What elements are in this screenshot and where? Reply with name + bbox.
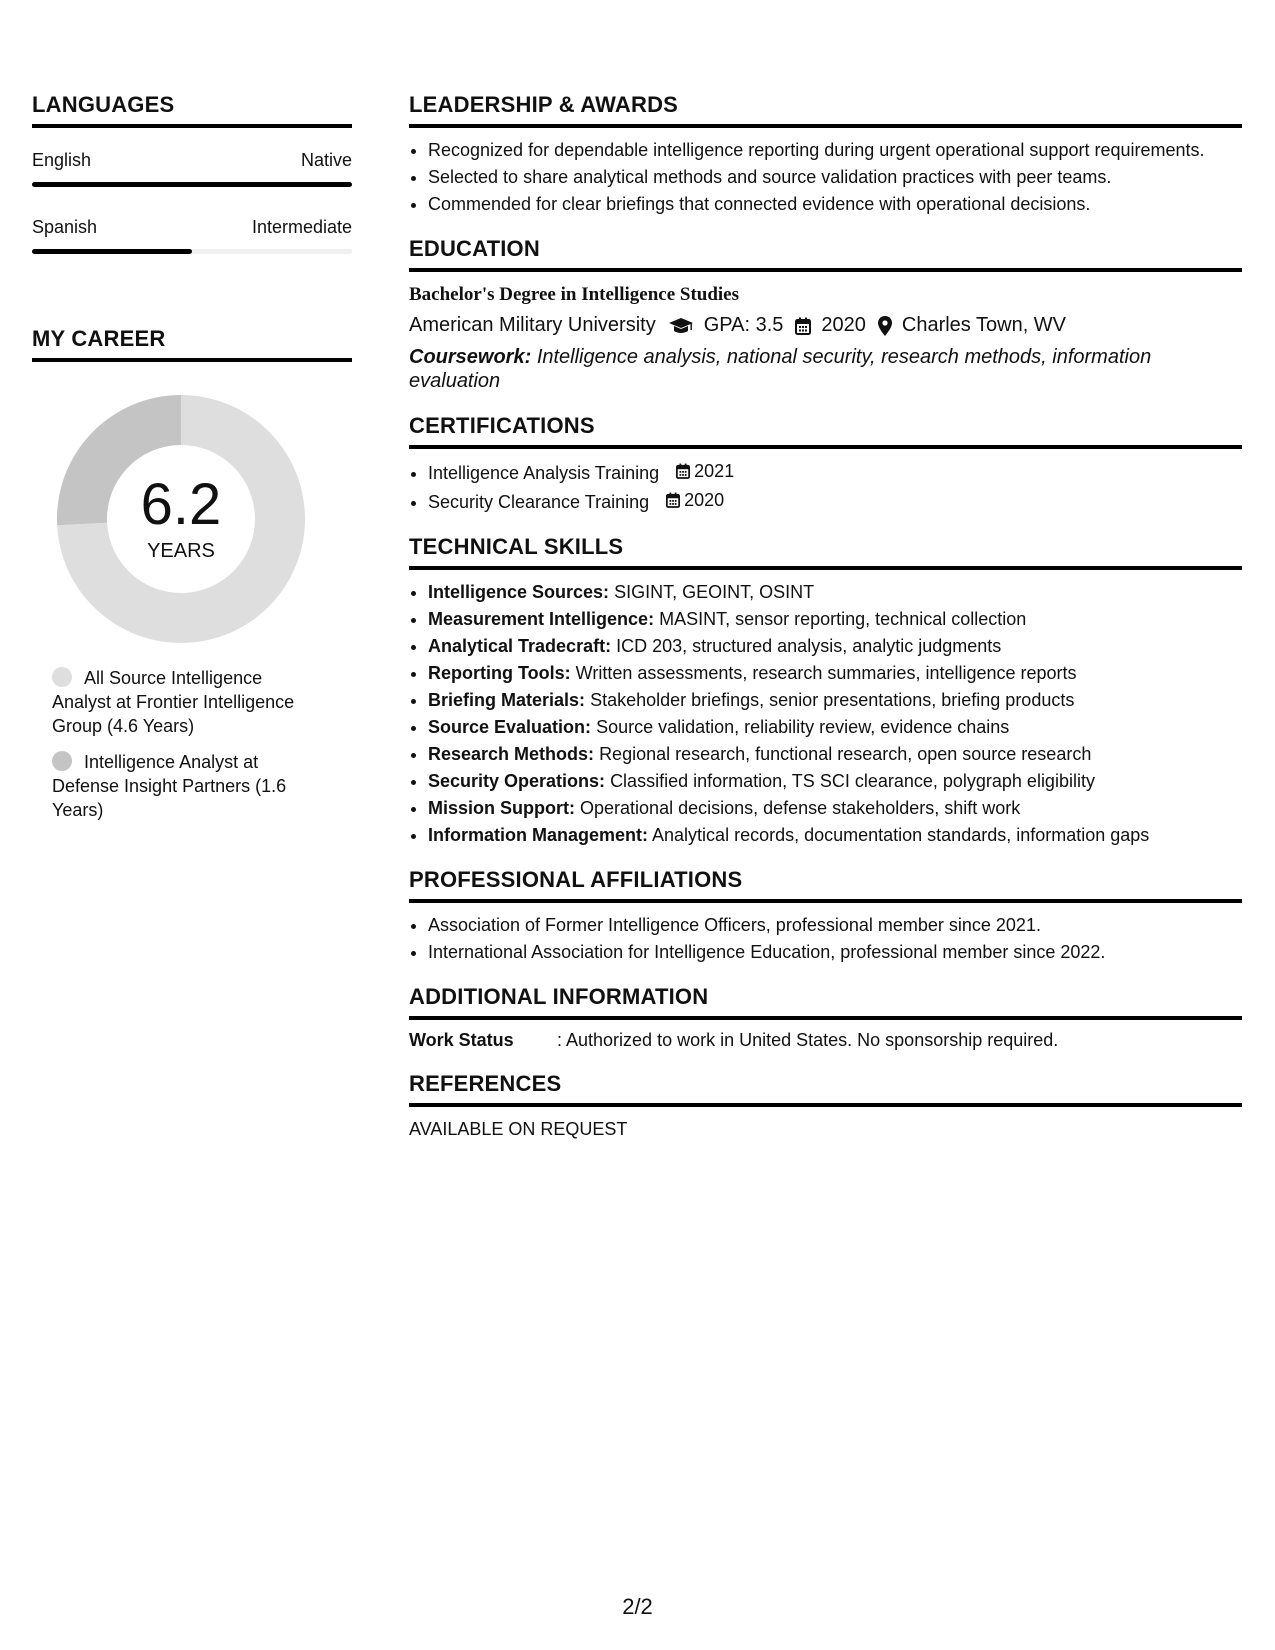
skill-label: Reporting Tools: [428, 663, 571, 683]
language-name: Spanish [32, 217, 98, 237]
skill-item [428, 607, 1242, 631]
affiliation-item: • Association of Former Intelligence Officers, professional member since 2021. [428, 913, 1242, 937]
certification-item [428, 459, 1242, 485]
skill-item [428, 688, 1242, 712]
career-legend-item [52, 750, 322, 822]
leadership-item: • Selected to share analytical methods and source validation practices with peer teams. [428, 165, 1242, 189]
skill-item [428, 769, 1242, 793]
work-status-key: Work Status [409, 1030, 514, 1050]
skill-item [428, 715, 1242, 739]
work-status-value: : Authorized to work in United States. No sponsorship required. [557, 1030, 1059, 1050]
right-column [409, 92, 1242, 1160]
additional-heading: ADDITIONAL INFORMATION [409, 984, 1242, 1020]
skill-value: Analytical records, documentation standards, information gaps [652, 825, 1150, 845]
education-school: American Military University [409, 314, 656, 336]
calendar-icon [795, 317, 811, 335]
skill-label: Mission Support: [428, 798, 575, 818]
skill-item [428, 742, 1242, 766]
skill-value: Regional research, functional research, open source research [599, 744, 1092, 764]
page-number: 2/2 [622, 1594, 653, 1619]
skill-value: Source validation, reliability review, evidence chains [596, 717, 1010, 737]
leadership-item: • Recognized for dependable intelligence reporting during urgent operational support requirements. [428, 138, 1242, 162]
references-section [409, 1071, 1242, 1140]
career-legend-item [52, 666, 322, 738]
skill-label: Intelligence Sources: [428, 582, 610, 602]
language-item [32, 150, 352, 187]
career-heading: MY CAREER [32, 326, 352, 362]
language-proficiency-fill [32, 182, 352, 187]
skill-item [428, 634, 1242, 658]
skill-label: Measurement Intelligence: [428, 609, 655, 629]
language-item [32, 217, 352, 254]
skill-value: SIGINT, GEOINT, OSINT [614, 582, 815, 602]
education-coursework [409, 345, 1242, 393]
calendar-icon [676, 463, 690, 479]
calendar-icon [666, 492, 680, 508]
language-level: Intermediate [251, 217, 352, 237]
skill-item [428, 823, 1242, 847]
skill-value: MASINT, sensor reporting, technical collection [659, 609, 1027, 629]
education-year: 2020 [821, 314, 866, 336]
certification-item [428, 488, 1242, 514]
language-level: Native [300, 150, 352, 170]
left-column [32, 92, 352, 834]
work-status-row [409, 1030, 1242, 1051]
legend-dot-icon [52, 751, 72, 771]
skill-label: Information Management: [428, 825, 649, 845]
coursework-text: Intelligence analysis, national security, research methods, information evaluation [409, 346, 1152, 392]
language-proficiency-bar [32, 249, 352, 254]
skill-value: ICD 203, structured analysis, analytic judgments [616, 636, 1002, 656]
skill-item [428, 580, 1242, 604]
leadership-item: • Commended for clear briefings that connected evidence with operational decisions. [428, 192, 1242, 216]
references-text: AVAILABLE ON REQUEST [409, 1119, 628, 1139]
education-degree: Bachelor's Degree in Intelligence Studies [409, 284, 740, 305]
career-total-unit: YEARS [147, 539, 215, 562]
skill-value: Written assessments, research summaries, intelligence reports [575, 663, 1077, 683]
coursework-label: Coursework: [409, 346, 532, 368]
skill-item [428, 796, 1242, 820]
references-heading: REFERENCES [409, 1071, 1242, 1107]
skill-value: Stakeholder briefings, senior presentations, briefing products [590, 690, 1075, 710]
skill-label: Analytical Tradecraft: [428, 636, 612, 656]
skill-label: Source Evaluation: [428, 717, 592, 737]
languages-heading: LANGUAGES [32, 92, 352, 128]
education-section [409, 236, 1242, 393]
skills-section [409, 534, 1242, 847]
career-role-label: All Source Intelligence Analyst at Frontier Intelligence Group (4.6 Years) [52, 668, 295, 736]
career-donut-chart [56, 394, 306, 644]
skills-heading: TECHNICAL SKILLS [409, 534, 1242, 570]
leadership-heading: LEADERSHIP & AWARDS [409, 92, 1242, 128]
certification-year: 2021 [694, 461, 735, 481]
skill-value: Operational decisions, defense stakeholders, shift work [580, 798, 1021, 818]
certifications-section [409, 413, 1242, 514]
legend-dot-icon [52, 667, 72, 687]
certification-name: Security Clearance Training [428, 492, 650, 512]
map-pin-icon [878, 316, 892, 336]
skill-value: Classified information, TS SCI clearance, polygraph eligibility [610, 771, 1095, 791]
certifications-heading: CERTIFICATIONS [409, 413, 1242, 449]
affiliations-section [409, 867, 1242, 964]
additional-section [409, 984, 1242, 1051]
affiliations-heading: PROFESSIONAL AFFILIATIONS [409, 867, 1242, 903]
skill-label: Briefing Materials: [428, 690, 586, 710]
education-gpa: GPA: 3.5 [703, 314, 784, 336]
education-meta [409, 314, 1242, 337]
language-name: English [32, 150, 92, 170]
career-legend [52, 666, 322, 822]
education-heading: EDUCATION [409, 236, 1242, 272]
leadership-section [409, 92, 1242, 216]
skill-label: Security Operations: [428, 771, 606, 791]
certification-name: Intelligence Analysis Training [428, 463, 660, 483]
language-proficiency-fill [32, 249, 192, 254]
career-role-label: Intelligence Analyst at Defense Insight Partners (1.6 Years) [52, 752, 287, 820]
skill-item [428, 661, 1242, 685]
graduation-cap-icon [668, 317, 694, 335]
language-proficiency-bar [32, 182, 352, 187]
affiliation-item: • International Association for Intelligence Education, professional member since 2022. [428, 940, 1242, 964]
skill-label: Research Methods: [428, 744, 595, 764]
certification-year: 2020 [684, 490, 725, 510]
career-total-value: 6.2 [140, 471, 222, 537]
education-location: Charles Town, WV [901, 314, 1067, 336]
